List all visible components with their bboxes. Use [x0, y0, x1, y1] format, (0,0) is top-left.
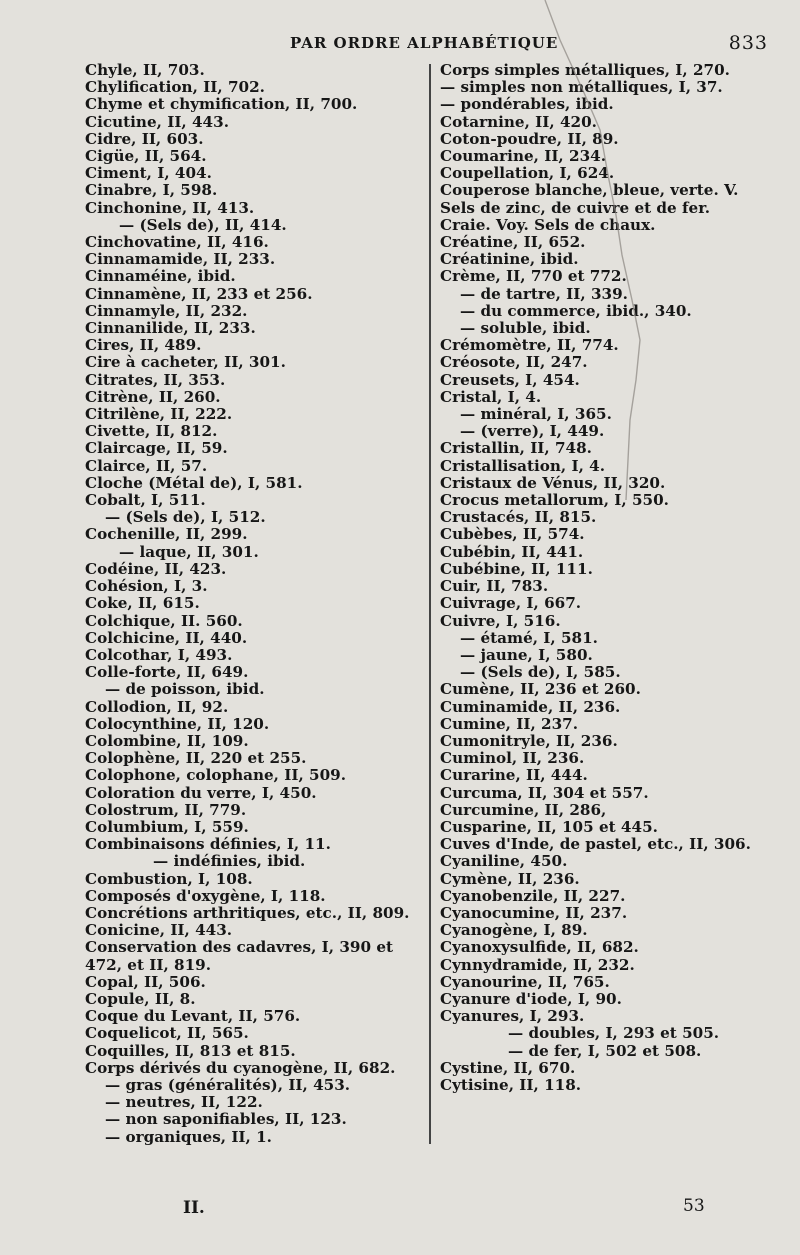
- index-entry: — de tartre, II, 339.: [460, 284, 628, 303]
- index-entry: Cinnanilide, II, 233.: [85, 319, 256, 338]
- index-entry: — du commerce, ibid., 340.: [460, 301, 692, 320]
- index-entry: Cinnamyle, II, 232.: [85, 301, 248, 320]
- index-entry: Copule, II, 8.: [85, 989, 196, 1008]
- index-entry: Cyanourine, II, 765.: [440, 972, 610, 991]
- index-entry: Cinabre, I, 598.: [85, 181, 218, 200]
- running-header: [0, 30, 800, 56]
- index-entry: Ciment, I, 404.: [85, 164, 212, 183]
- index-entry: Crémomètre, II, 774.: [440, 336, 619, 355]
- index-entry: Cinnamène, II, 233 et 256.: [85, 284, 313, 303]
- index-entry: — minéral, I, 365.: [460, 405, 612, 424]
- index-entry: — de fer, I, 502 et 508.: [508, 1041, 702, 1060]
- index-entry: Cuminol, II, 236.: [440, 749, 585, 768]
- index-entry: Cytisine, II, 118.: [440, 1075, 582, 1094]
- index-entry: — pondérables, ibid.: [440, 95, 614, 114]
- index-entry: — doubles, I, 293 et 505.: [508, 1024, 720, 1043]
- index-entry: Cuminamide, II, 236.: [440, 697, 621, 716]
- index-entry: Codéine, II, 423.: [85, 559, 227, 578]
- index-entry: Curarine, II, 444.: [440, 766, 588, 785]
- index-column-left: [85, 62, 420, 1146]
- index-entry: Cuivrage, I, 667.: [440, 594, 582, 613]
- index-entry: Cubèbes, II, 574.: [440, 525, 585, 544]
- index-entry: Coquilles, II, 813 et 815.: [85, 1041, 296, 1060]
- index-entry: Cinnaméine, ibid.: [85, 267, 236, 286]
- index-entry: Curcuma, II, 304 et 557.: [440, 783, 649, 802]
- index-entry: Cyaniline, 450.: [440, 852, 568, 871]
- index-entry: Cuves d'Inde, de pastel, etc., II, 306.: [440, 835, 751, 854]
- index-entry: — laque, II, 301.: [119, 542, 259, 561]
- index-entry: Concrétions arthritiques, etc., II, 809.: [85, 903, 410, 922]
- index-entry: Conservation des cadavres, I, 390 et 472, et II, 819.: [85, 938, 394, 974]
- index-entry: Cristallin, II, 748.: [440, 439, 592, 458]
- index-entry: Cubébin, II, 441.: [440, 542, 584, 561]
- index-entry: Coque du Levant, II, 576.: [85, 1007, 301, 1026]
- index-entry: Cyanure d'iode, I, 90.: [440, 989, 622, 1008]
- index-entry: Coupellation, I, 624.: [440, 164, 615, 183]
- index-entry: Chyme et chymification, II, 700.: [85, 95, 358, 114]
- index-entry: Citrilène, II, 222.: [85, 405, 233, 424]
- index-entry: Cloche (Métal de), I, 581.: [85, 473, 303, 492]
- page-title: PAR ORDRE ALPHABÉTIQUE: [290, 34, 559, 52]
- index-entry: Coke, II, 615.: [85, 594, 200, 613]
- index-entry: Cire à cacheter, II, 301.: [85, 353, 286, 372]
- index-entry: Cynnydramide, II, 232.: [440, 955, 635, 974]
- index-entry: Coumarine, II, 234.: [440, 147, 606, 166]
- index-entry: Cuivre, I, 516.: [440, 611, 561, 630]
- index-entry: — (verre), I, 449.: [460, 422, 605, 441]
- index-entry: Cinnamamide, II, 233.: [85, 250, 276, 269]
- index-entry: Creusets, I, 454.: [440, 370, 580, 389]
- index-entry: Colchique, II. 560.: [85, 611, 243, 630]
- index-entry: Cohésion, I, 3.: [85, 577, 208, 596]
- index-entry: Cicutine, II, 443.: [85, 112, 229, 131]
- index-entry: — de poisson, ibid.: [105, 680, 265, 699]
- index-entry: Chylification, II, 702.: [85, 78, 265, 97]
- index-entry: Conicine, II, 443.: [85, 921, 233, 940]
- index-entry: — organiques, II, 1.: [105, 1127, 272, 1146]
- index-entry: Collodion, II, 92.: [85, 697, 229, 716]
- index-entry: Créosote, II, 247.: [440, 353, 588, 372]
- index-entry: Crustacés, II, 815.: [440, 508, 597, 527]
- index-entry: — jaune, I, 580.: [460, 645, 593, 664]
- index-entry: Copal, II, 506.: [85, 972, 206, 991]
- index-entry: Coloration du verre, I, 450.: [85, 783, 317, 802]
- index-entry: — (Sels de), I, 512.: [105, 508, 266, 527]
- index-entry: — neutres, II, 122.: [105, 1093, 263, 1112]
- index-entry: — indéfinies, ibid.: [153, 852, 306, 871]
- index-entry: — non saponifiables, II, 123.: [105, 1110, 347, 1129]
- index-entry: Cumonitryle, II, 236.: [440, 731, 618, 750]
- index-entry: Cumine, II, 237.: [440, 714, 579, 733]
- index-entry: Colostrum, II, 779.: [85, 800, 247, 819]
- index-entry: Coquelicot, II, 565.: [85, 1024, 249, 1043]
- index-entry: Cristallisation, I, 4.: [440, 456, 606, 475]
- index-entry: — soluble, ibid.: [460, 319, 591, 338]
- signature-mark: II.: [183, 1198, 205, 1218]
- index-entry: Columbium, I, 559.: [85, 817, 249, 836]
- index-entry: Cires, II, 489.: [85, 336, 202, 355]
- index-entry: Cymène, II, 236.: [440, 869, 580, 888]
- index-entry: Cyanocumine, II, 237.: [440, 903, 628, 922]
- index-entry: Corps simples métalliques, I, 270.: [440, 61, 730, 79]
- index-entry: Cotarnine, II, 420.: [440, 112, 597, 131]
- column-divider: [429, 64, 431, 1144]
- index-entry: — gras (généralités), II, 453.: [105, 1075, 351, 1094]
- index-entry: Craie. Voy. Sels de chaux.: [440, 215, 656, 234]
- index-entry: Cyanobenzile, II, 227.: [440, 886, 626, 905]
- index-entry: Colocynthine, II, 120.: [85, 714, 270, 733]
- index-entry: Cyanures, I, 293.: [440, 1007, 585, 1026]
- index-entry: Créatine, II, 652.: [440, 233, 586, 252]
- index-entry: Cidre, II, 603.: [85, 129, 204, 148]
- index-entry: Cyanoxysulfide, II, 682.: [440, 938, 639, 957]
- index-entry: Colcothar, I, 493.: [85, 645, 233, 664]
- index-entry: — (Sels de), II, 414.: [119, 215, 287, 234]
- index-entry: Cigüe, II, 564.: [85, 147, 207, 166]
- sheet-number: 53: [683, 1196, 705, 1216]
- index-entry: Créatinine, ibid.: [440, 250, 579, 269]
- index-entry: Citrates, II, 353.: [85, 370, 226, 389]
- index-entry: Colophène, II, 220 et 255.: [85, 749, 307, 768]
- index-entry: — étamé, I, 581.: [460, 628, 598, 647]
- index-entry: Crocus metallorum, I, 550.: [440, 491, 669, 510]
- index-entry: Combinaisons définies, I, 11.: [85, 835, 331, 854]
- index-entry: Colchicine, II, 440.: [85, 628, 248, 647]
- index-entry: Cusparine, II, 105 et 445.: [440, 817, 658, 836]
- index-entry: — (Sels de), I, 585.: [460, 663, 621, 682]
- index-entry: Cristal, I, 4.: [440, 387, 542, 406]
- index-entry: Clairce, II, 57.: [85, 456, 208, 475]
- index-entry: Citrène, II, 260.: [85, 387, 221, 406]
- index-entry: Cristaux de Vénus, II, 320.: [440, 473, 666, 492]
- index-entry: Cinchovatine, II, 416.: [85, 233, 269, 252]
- index-entry: Composés d'oxygène, I, 118.: [85, 886, 326, 905]
- index-entry: Cuir, II, 783.: [440, 577, 549, 596]
- index-entry: Colombine, II, 109.: [85, 731, 249, 750]
- index-entry: Curcumine, II, 286,: [440, 800, 607, 819]
- index-entry: Colle-forte, II, 649.: [85, 663, 249, 682]
- index-entry: Cochenille, II, 299.: [85, 525, 248, 544]
- index-entry: Chyle, II, 703.: [85, 61, 205, 79]
- index-entry: Cumène, II, 236 et 260.: [440, 680, 641, 699]
- index-entry: Claircage, II, 59.: [85, 439, 228, 458]
- index-entry: Cystine, II, 670.: [440, 1058, 576, 1077]
- index-entry: Cinchonine, II, 413.: [85, 198, 255, 217]
- index-entry: — simples non métalliques, I, 37.: [440, 78, 723, 97]
- index-entry: Coton-poudre, II, 89.: [440, 129, 619, 148]
- index-column-right: [440, 62, 770, 1094]
- index-entry: Corps dérivés du cyanogène, II, 682.: [85, 1058, 396, 1077]
- index-entry: Civette, II, 812.: [85, 422, 218, 441]
- index-entry: Cubébine, II, 111.: [440, 559, 593, 578]
- index-entry: Crème, II, 770 et 772.: [440, 267, 627, 286]
- index-entry: Colophone, colophane, II, 509.: [85, 766, 347, 785]
- index-entry: Cobalt, I, 511.: [85, 491, 206, 510]
- index-entry: Combustion, I, 108.: [85, 869, 253, 888]
- index-entry: Cyanogène, I, 89.: [440, 921, 588, 940]
- page-number: 833: [728, 32, 768, 54]
- index-entry: Couperose blanche, bleue, verte. V. Sels de zinc, de cuivre et de fer.: [440, 181, 739, 217]
